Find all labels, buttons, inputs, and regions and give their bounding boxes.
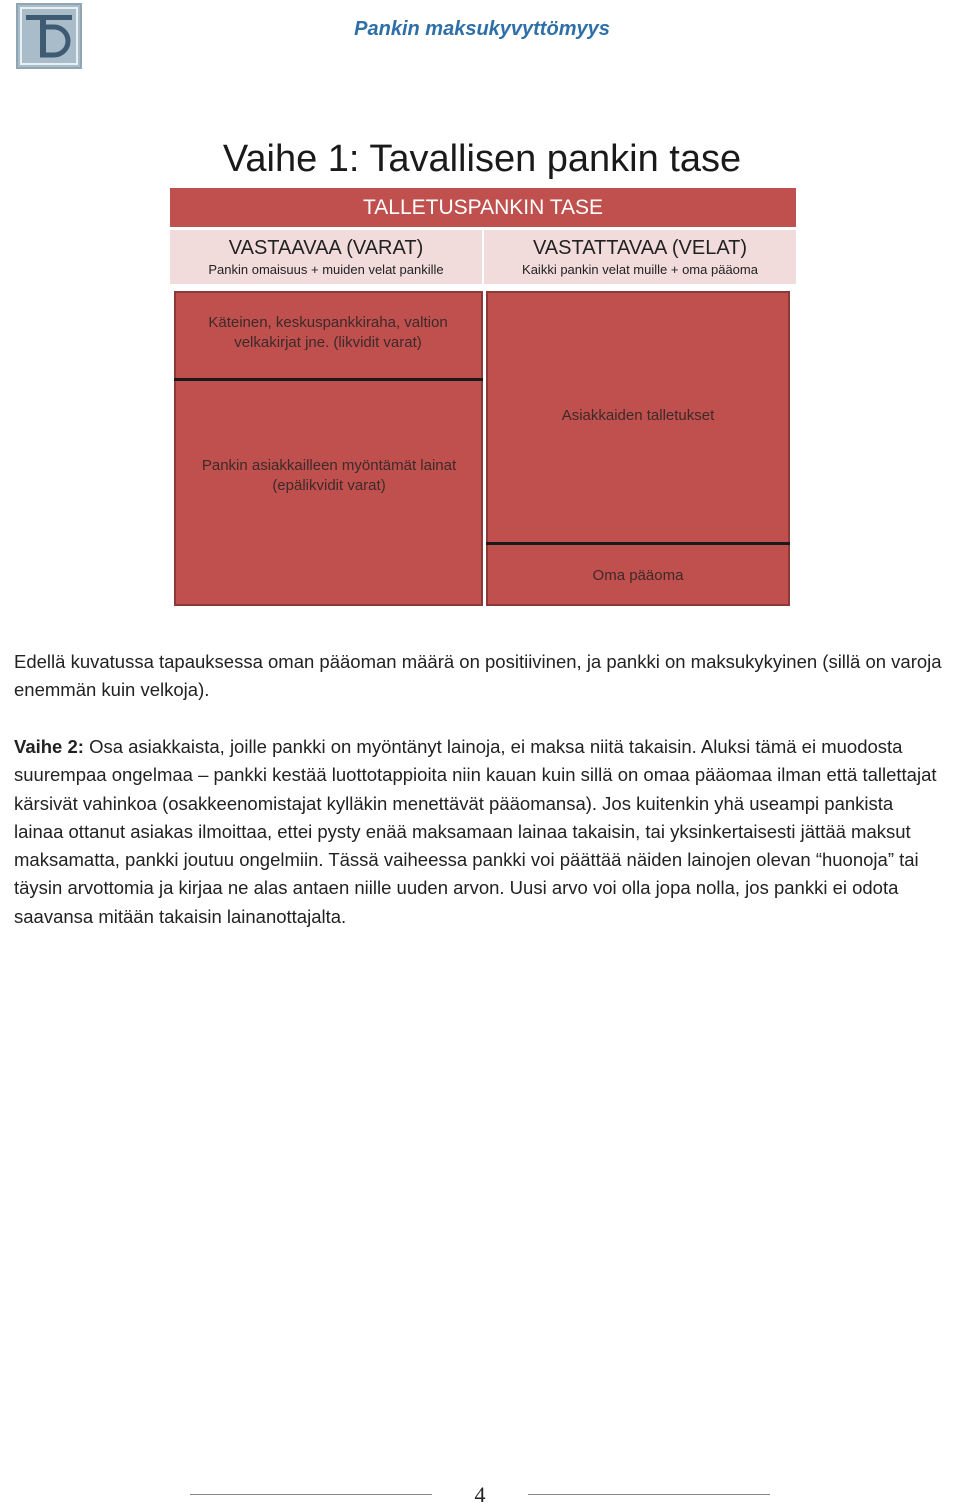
assets-heading: VASTAAVAA (VARAT) xyxy=(228,237,424,259)
paragraph-2-text: Osa asiakkaista, joille pankki on myöntänyt lainoja, ei maksa niitä takaisin. Aluksi tämä ei muodosta suurempaa ongelmaa – pankki kestää luottotappioita niin kauan kuin sillä on omaa pääomaa ilman että tallettajat kärsivät vahinkoa (osakkeenomistajat kylläkin menettävät pääomansa). Jos kuitenkin yhä useampi pankista lainaa ottanut asiakas ilmoittaa, ettei pysty enää maksamaan lainaa takaisin, tai yksinkertaisesti jättää maksut maksamatta, pankki joutuu ongelmiin. Tässä vaiheessa pankki voi päättää näiden lainojen olevan “huonoja” tai täysin arvottomia ja kirjaa ne alas antaen niille uuden arvon. Uusi arvo voi olla jopa nolla, jos pankki ei odota saavansa mitään takaisin lainanottajalta. xyxy=(14,736,937,927)
assets-subheading: Pankin omaisuus + muiden velat pankille xyxy=(208,262,444,277)
liabilities-column-header xyxy=(484,230,796,284)
assets-divider xyxy=(174,378,483,381)
paragraph-2-bold-lead: Vaihe 2: xyxy=(14,736,84,757)
liabilities-subheading: Kaikki pankin velat muille + oma pääoma xyxy=(522,262,758,277)
liabilities-divider xyxy=(486,542,790,545)
loans-label: Pankin asiakkailleen myöntämät lainat (epälikvidit varat) xyxy=(201,457,457,494)
footer-rule-left xyxy=(190,1494,432,1495)
balance-sheet-header: TALLETUSPANKIN TASE xyxy=(170,188,796,227)
td-logo xyxy=(16,3,82,69)
page-number: 4 xyxy=(474,1482,486,1507)
liquid-assets-label: Käteinen, keskuspankkiraha, valtion velkakirjat jne. (likvidit varat) xyxy=(208,314,448,351)
liabilities-heading: VASTATTAVAA (VELAT) xyxy=(532,237,748,259)
slide-title: Vaihe 1: Tavallisen pankin tase xyxy=(222,138,742,180)
header-title: Pankin maksukyvyttömyys xyxy=(354,18,610,40)
assets-column-header xyxy=(170,230,482,284)
paragraph-1: Edellä kuvatussa tapauksessa oman pääoman määrä on positiivinen, ja pankki on maksukykyinen (sillä on varoja enemmän kuin velkoja). xyxy=(14,651,942,701)
deposits-label: Asiakkaiden talletukset xyxy=(561,407,715,424)
paragraph-2 xyxy=(14,733,944,931)
equity-label: Oma pääoma xyxy=(592,567,684,584)
footer-rule-right xyxy=(528,1494,770,1495)
liabilities-block xyxy=(486,291,790,606)
